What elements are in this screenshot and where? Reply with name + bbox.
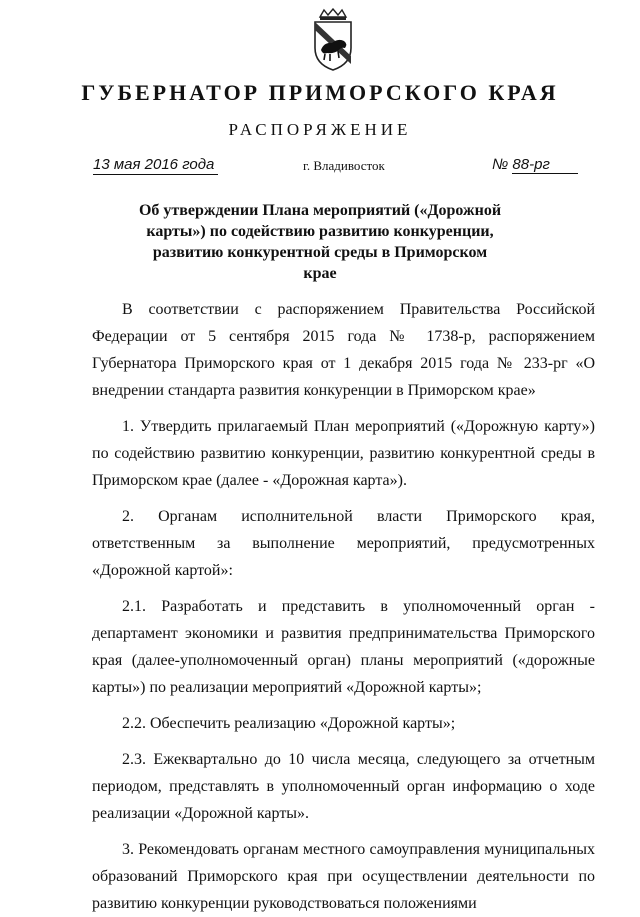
- document-body: [92, 296, 595, 917]
- clause-3: 3. Рекомендовать органам местного самоуправления муниципальных образований Приморского края при осуществлении деятельности по развитию конкуренции руководствоваться положениями: [92, 841, 595, 912]
- clause-1: 1. Утвердить прилагаемый План мероприятий («Дорожную карту») по содействию развитию конкуренции, развитию конкурентной среды в Приморском крае (далее - «Дорожная карта»).: [92, 418, 595, 489]
- clause-2-2: 2.2. Обеспечить реализацию «Дорожной карты»;: [122, 715, 456, 732]
- subject-line: карты») по содействию развитию конкуренции,: [146, 223, 494, 240]
- clause-2: 2. Органам исполнительной власти Приморского края, ответственным за выполнение мероприятий, предусмотренных «Дорожной картой»:: [92, 508, 595, 579]
- clause-2-1: 2.1. Разработать и представить в уполномоченный орган - департамент экономики и развития предпринимательства Приморского края (далее-уполномоченный орган) планы мероприятий («дорожные карты») по реализации мероприятий «Дорожной карты»;: [92, 598, 595, 696]
- number-prefix: №: [492, 156, 509, 173]
- clause-2-3: 2.3. Ежеквартально до 10 числа месяца, следующего за отчетным периодом, представлять в уполномоченный орган информацию о ходе реализации «Дорожной карты».: [92, 751, 595, 822]
- document-city: г. Владивосток: [303, 158, 385, 173]
- coat-of-arms-icon: [308, 8, 358, 72]
- subject-line: развитию конкурентной среды в Приморском: [152, 244, 488, 261]
- document-number: [492, 156, 578, 174]
- document-subject: [0, 200, 640, 284]
- subject-line: крае: [303, 265, 337, 282]
- document-authority-title: ГУБЕРНАТОР ПРИМОРСКОГО КРАЯ: [81, 80, 559, 105]
- document-date: 13 мая 2016 года: [93, 156, 218, 175]
- document-type: РАСПОРЯЖЕНИЕ: [228, 120, 412, 139]
- preamble-paragraph: В соответствии с распоряжением Правительства Российской Федерации от 5 сентября 2015 года № 1738-р, распоряжением Губернатора Приморского края от 1 декабря 2015 года № 233-рг «О внедрении стандарта развития конкуренции в Приморском крае»: [92, 301, 595, 399]
- subject-line: Об утверждении Плана мероприятий («Дорожной: [138, 202, 502, 219]
- number-value: 88-рг: [512, 156, 578, 174]
